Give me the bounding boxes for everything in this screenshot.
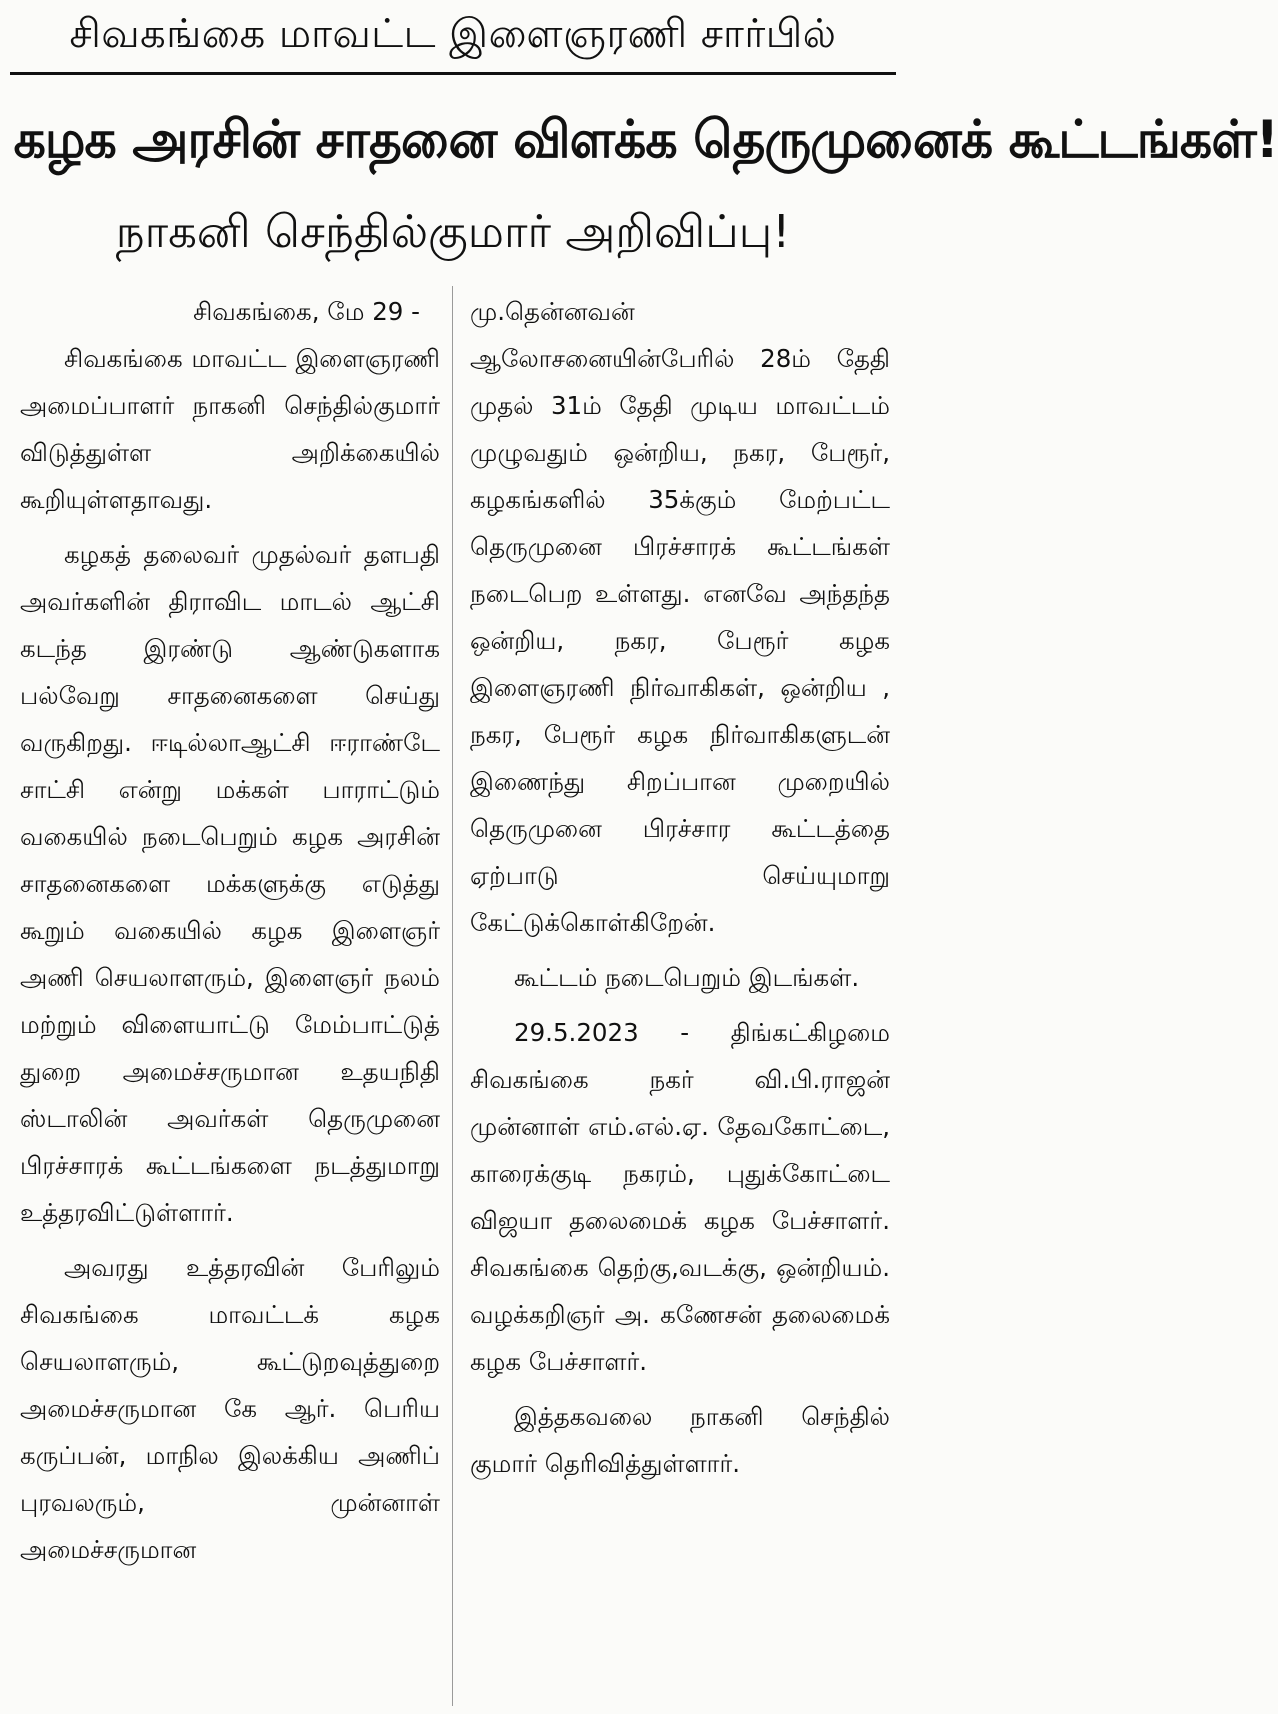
paragraph: இத்தகவலை நாகனி செந்தில் குமார் தெரிவித்துள்ளார். xyxy=(470,1402,890,1478)
paragraph: 29.5.2023 - திங்கட்கிழமை சிவகங்கை நகர் வி.பி.ராஜன் முன்னாள் எம்.எல்.ஏ. தேவகோட்டை, காரைக்குடி நகரம், புதுக்கோட்டை விஜயா தலைமைக் கழக பேச்சாளர். சிவகங்கை தெற்கு,வடக்கு, ஒன்றியம். வழக்கறிஞர் அ. கணேசன் தலைமைக் கழக பேச்சாளர். xyxy=(470,1018,890,1376)
column-divider xyxy=(452,286,453,1706)
header-rule xyxy=(10,72,896,75)
right-column xyxy=(470,288,890,1487)
paragraph: கழகத் தலைவர் முதல்வர் தளபதி அவர்களின் திராவிட மாடல் ஆட்சி கடந்த இரண்டு ஆண்டுகளாக பல்வேறு சாதனைகளை செய்து வருகிறது. ஈடில்லாஆட்சி ஈராண்டே சாட்சி என்று மக்கள் பாராட்டும் வகையில் நடைபெறும் கழக அரசின் சாதனைகளை மக்களுக்கு எடுத்து கூறும் வகையில் கழக இளைஞர் அணி செயலாளரும், இளைஞர் நலம் மற்றும் விளையாட்டு மேம்பாட்டுத் துறை அமைச்சருமான உதயநிதி ஸ்டாலின் அவர்கள் தெருமுனை பிரச்சாரக் கூட்டங்களை நடத்துமாறு உத்தரவிட்டுள்ளார். xyxy=(20,540,440,1227)
subheadline: நாகனி செந்தில்குமார் அறிவிப்பு! xyxy=(115,205,791,258)
kicker-line: சிவகங்கை மாவட்ட இளைஞரணி சார்பில் xyxy=(69,11,837,57)
paragraph: சிவகங்கை மாவட்ட இளைஞரணி அமைப்பாளர் நாகனி செந்தில்குமார் விடுத்துள்ள அறிக்கையில் கூறியுள்ளதாவது. xyxy=(20,344,440,514)
left-column xyxy=(20,288,440,1573)
paragraph: கூட்டம் நடைபெறும் இடங்கள். xyxy=(514,963,860,992)
paragraph: மு.தென்னவன் ஆலோசனையின்பேரில் 28ம் தேதி முதல் 31ம் தேதி முடிய மாவட்டம் முழுவதும் ஒன்றிய, நகர, பேரூர், கழகங்களில் 35க்கும் மேற்பட்ட தெருமுனை பிரச்சாரக் கூட்டங்கள் நடைபெற உள்ளது. எனவே அந்தந்த ஒன்றிய, நகர, பேரூர் கழக இளைஞரணி நிர்வாகிகள், ஒன்றிய , நகர, பேரூர் கழக நிர்வாகிகளுடன் இணைந்து சிறப்பான முறையில் தெருமுனை பிரச்சார கூட்டத்தை ஏற்பாடு செய்யுமாறு கேட்டுக்கொள்கிறேன். xyxy=(470,297,890,937)
headline: கழக அரசின் சாதனை விளக்க தெருமுனைக் கூட்டங்கள்! xyxy=(13,110,1278,170)
paragraph: அவரது உத்தரவின் பேரிலும் சிவகங்கை மாவட்டக் கழக செயலாளரும், கூட்டுறவுத்துறை அமைச்சருமான கே ஆர். பெரிய கருப்பன், மாநில இலக்கிய அணிப் புரவலரும், முன்னாள் அமைச்சருமான xyxy=(20,1253,440,1564)
dateline: சிவகங்கை, மே 29 - xyxy=(193,297,420,326)
